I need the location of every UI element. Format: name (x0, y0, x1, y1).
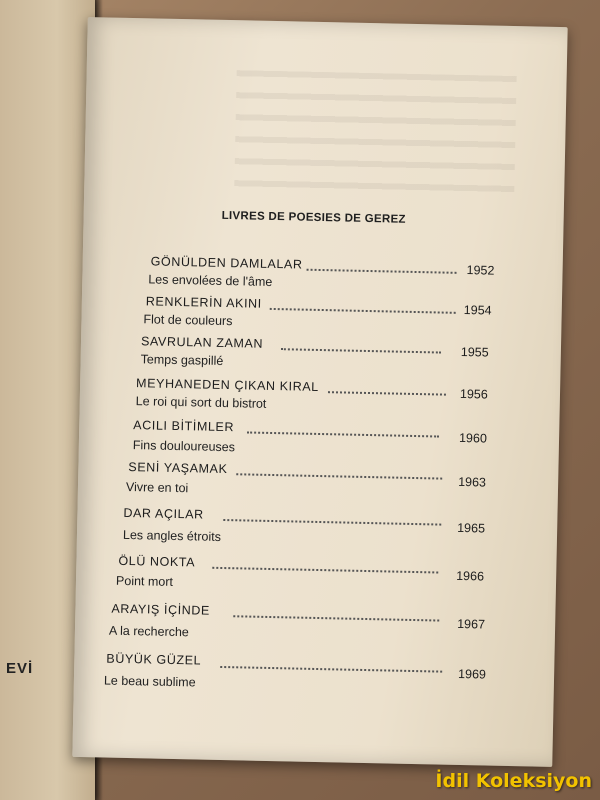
book-translation: Les angles étroits (122, 527, 222, 544)
book-translation: Temps gaspillé (140, 352, 224, 368)
book-title: DAR AÇILAR (123, 505, 204, 522)
book-translation: Fins douloureuses (132, 438, 236, 455)
book-year: 1954 (463, 302, 492, 318)
book-title: ÖLÜ NOKTA (118, 553, 196, 570)
leader-dots (307, 269, 457, 274)
book-year: 1966 (456, 568, 485, 584)
book-year: 1952 (466, 263, 495, 278)
book-year: 1967 (457, 616, 486, 632)
book-translation: Le roi qui sort du bistrot (135, 394, 267, 411)
book-translation: Flot de couleurs (143, 312, 233, 329)
book-entry (76, 553, 557, 603)
watermark: İdil Koleksiyon (435, 770, 592, 792)
book-year: 1960 (458, 430, 488, 446)
leader-dots (212, 567, 438, 574)
book-title: ACILI BİTİMLER (133, 418, 235, 435)
page-heading: LIVRES DE POESIES DE GEREZ (221, 209, 406, 226)
book-year: 1955 (460, 344, 489, 360)
book-title: RENKLERİN AKINI (145, 294, 262, 311)
leader-dots (236, 473, 442, 479)
book-title: ARAYIŞ İÇİNDE (111, 601, 211, 618)
book-page (72, 17, 567, 767)
leader-dots (281, 348, 441, 353)
previous-page-text: EVİ (6, 660, 34, 677)
book-entry (77, 505, 558, 555)
book-title: SENİ YAŞAMAK (128, 460, 228, 477)
book-title: GÖNÜLDEN DAMLALAR (150, 254, 303, 272)
book-year: 1956 (459, 386, 488, 402)
show-through-marks (234, 70, 516, 196)
book-title: MEYHANEDEN ÇIKAN KIRAL (135, 376, 319, 394)
book-entry (74, 651, 555, 701)
book-translation: Les envolées de l'âme (148, 272, 273, 289)
leader-dots (247, 431, 439, 437)
book-entry (78, 459, 559, 509)
book-translation: Vivre en toi (125, 479, 189, 496)
leader-dots (328, 391, 446, 395)
book-entry (75, 601, 556, 651)
book-translation: A la recherche (108, 623, 190, 640)
leader-dots (270, 308, 456, 314)
book-title: BÜYÜK GÜZEL (106, 651, 202, 668)
book-translation: Le beau sublime (103, 673, 196, 690)
book-title: SAVRULAN ZAMAN (140, 334, 264, 351)
book-translation: Point mort (115, 573, 174, 589)
leader-dots (220, 666, 442, 673)
book-year: 1969 (457, 666, 487, 682)
book-year: 1963 (458, 474, 487, 490)
book-year: 1965 (457, 520, 486, 536)
leader-dots (223, 519, 441, 526)
leader-dots (233, 615, 439, 621)
